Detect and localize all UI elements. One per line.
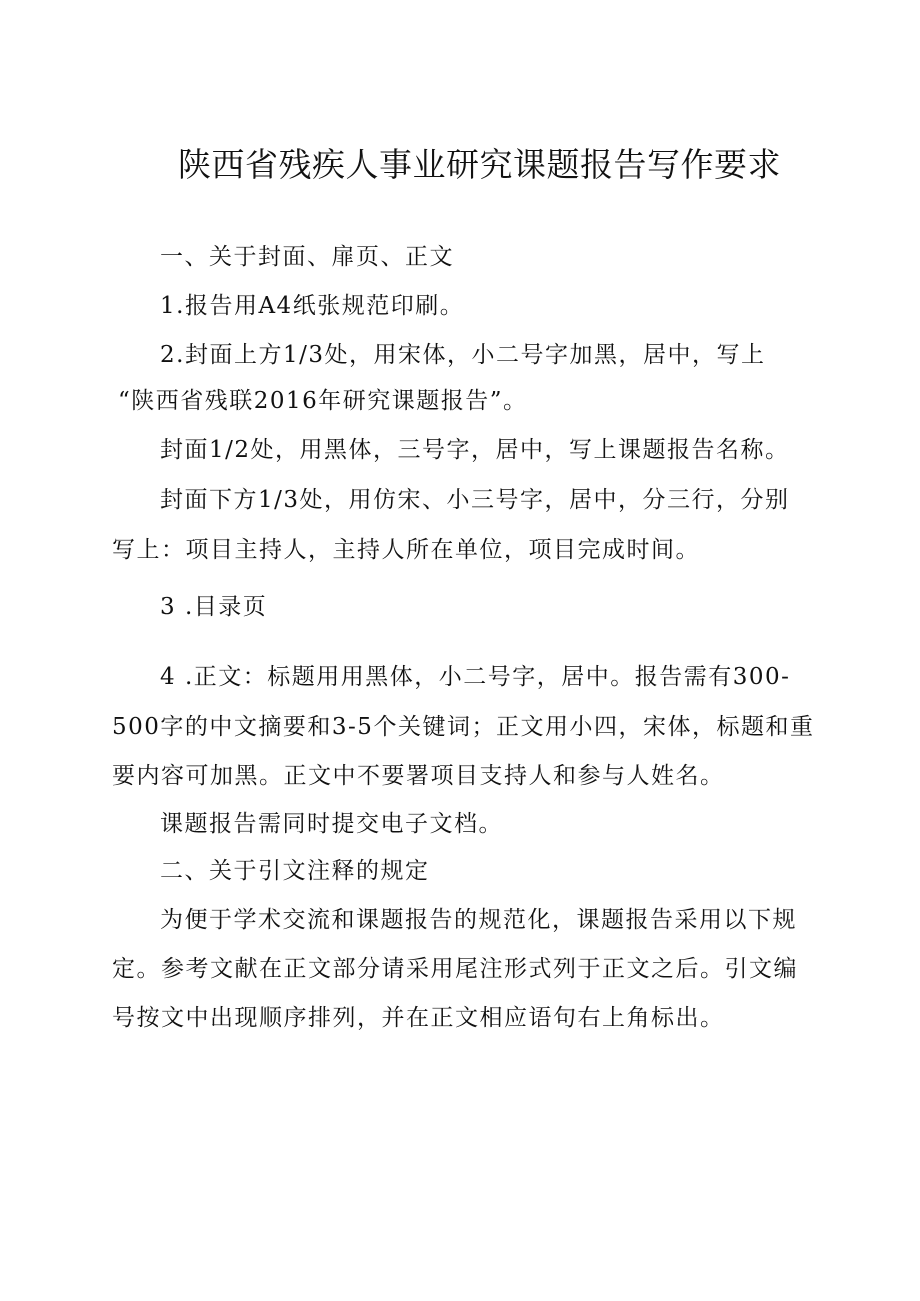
paragraph-line: 写上：项目主持人，主持人所在单位，项目完成时间。 — [112, 537, 700, 563]
paragraph-line: 定。参考文献在正文部分请采用尾注形式列于正文之后。引文编 — [112, 956, 798, 982]
paragraph-line: 封面1/2处，用黑体，三号字，居中，写上课题报告名称。 — [160, 437, 790, 463]
paragraph-line: 课题报告需同时提交电子文档。 — [160, 811, 503, 837]
section-heading-citations: 二、关于引文注释的规定 — [160, 858, 430, 884]
paragraph-line: 1.报告用A4纸张规范印刷。 — [160, 293, 465, 319]
paragraph-line: “陕西省残联2016年研究课题报告”。 — [118, 388, 528, 414]
paragraph-line: 为便于学术交流和课题报告的规范化，课题报告采用以下规 — [160, 907, 797, 933]
paragraph-line: 3 .目录页 — [160, 594, 268, 620]
section-heading-cover: 一、关于封面、扉页、正文 — [160, 244, 454, 270]
paragraph-line: 号按文中出现顺序排列，并在正文相应语句右上角标出。 — [112, 1005, 725, 1031]
paragraph-line: 4 .正文：标题用用黑体，小二号字，居中。报告需有300- — [160, 664, 791, 690]
paragraph-line: 要内容可加黑。正文中不要署项目支持人和参与人姓名。 — [112, 763, 725, 789]
document-title: 陕西省残疾人事业研究课题报告写作要求 — [178, 145, 781, 184]
paragraph-line: 2.封面上方1/3处，用宋体，小二号字加黑，居中，写上 — [160, 342, 766, 368]
paragraph-line: 封面下方1/3处，用仿宋、小三号字，居中，分三行，分别 — [160, 487, 790, 513]
paragraph-line: 500字的中文摘要和3-5个关键词；正文用小四，宋体，标题和重 — [112, 714, 815, 740]
